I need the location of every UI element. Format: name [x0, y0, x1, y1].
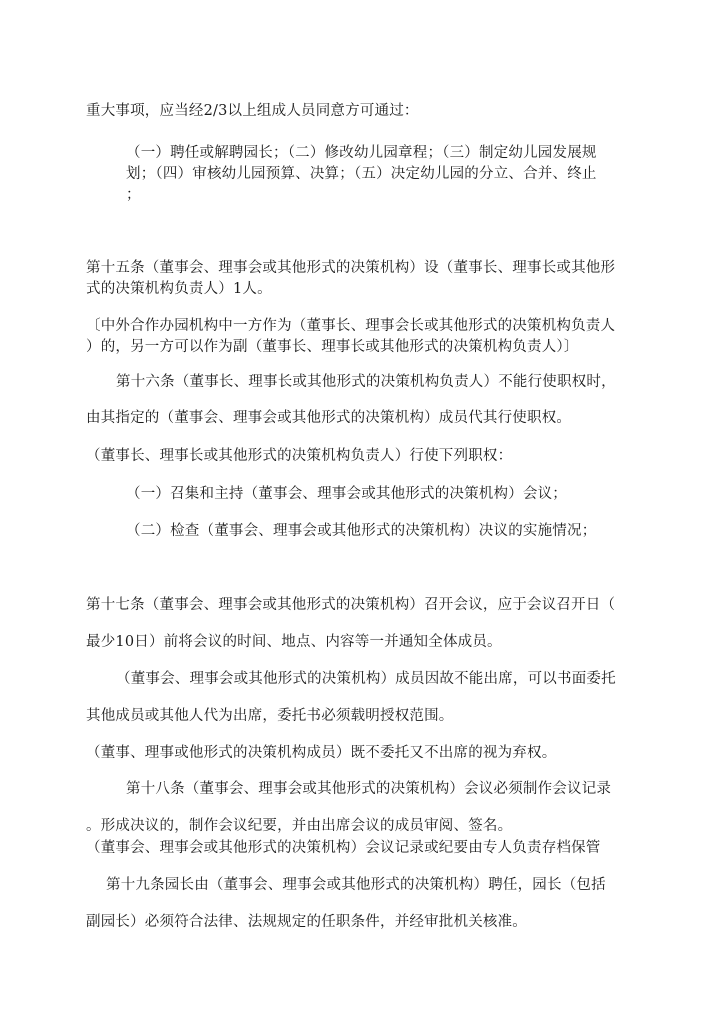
text-line-21: （董事会、理事会或其他形式的决策机构）会议记录或纪要由专人负责存档保管 — [86, 840, 601, 856]
text-line-7: 〔中外合作办园机构中一方作为（董事长、理事会长或其他形式的决策机构负责人 — [86, 318, 616, 334]
text-line-17: 其他成员或其他人代为出席，委托书必须载明授权范围。 — [86, 708, 454, 724]
text-line-22: 第十九条园长由（董事会、理事会或其他形式的决策机构）聘任，园长（包括 — [106, 877, 606, 893]
text-line-23: 副园长）必须符合法律、法规规定的任职条件，并经审批机关核准。 — [86, 914, 527, 930]
text-line-6: 式的决策机构负责人）1人。 — [86, 281, 272, 297]
text-line-15: 最少10日）前将会议的时间、地点、内容等一并通知全体成员。 — [86, 634, 502, 650]
text-line-20: 。形成决议的，制作会议纪要，并由出席会议的成员审阅、签名。 — [86, 818, 513, 834]
text-line-8: ）的，另一方可以作为副（董事长、理事长或其他形式的决策机构负责人）〕 — [86, 339, 579, 355]
text-line-13: （二）检查（董事会、理事会或其他形式的决策机构）决议的实施情况； — [126, 523, 597, 539]
text-line-1: 重大事项，应当经2/3以上组成人员同意方可通过： — [86, 103, 419, 119]
text-line-19: 第十八条（董事会、理事会或其他形式的决策机构）会议必须制作会议记录 — [126, 781, 612, 797]
text-line-18: （董事、理事或他形式的决策机构成员）既不委托又不出席的视为弃权。 — [86, 745, 557, 761]
text-line-5: 第十五条（董事会、理事会或其他形式的决策机构）设（董事长、理事长或其他形 — [86, 260, 616, 276]
text-line-3: 划；（四）审核幼儿园预算、决算；（五）决定幼儿园的分立、合并、终止 — [126, 166, 597, 182]
text-line-12: （一）召集和主持（董事会、理事会或其他形式的决策机构）会议； — [126, 486, 567, 502]
text-line-9: 第十六条（董事长、理事长或其他形式的决策机构负责人）不能行使职权时， — [116, 374, 616, 390]
text-line-10: 由其指定的（董事会、理事会或其他形式的决策机构）成员代其行使职权。 — [86, 410, 572, 426]
text-line-16: （董事会、理事会或其他形式的决策机构）成员因故不能出席，可以书面委托 — [116, 671, 616, 687]
text-line-2: （一）聘任或解聘园长；（二）修改幼儿园章程；（三）制定幼儿园发展规 — [126, 145, 597, 161]
text-line-4: ； — [126, 187, 141, 203]
text-line-11: （董事长、理事长或其他形式的决策机构负责人）行使下列职权： — [86, 448, 513, 464]
text-line-14: 第十七条（董事会、理事会或其他形式的决策机构）召开会议，应于会议召开日（ — [86, 597, 616, 613]
